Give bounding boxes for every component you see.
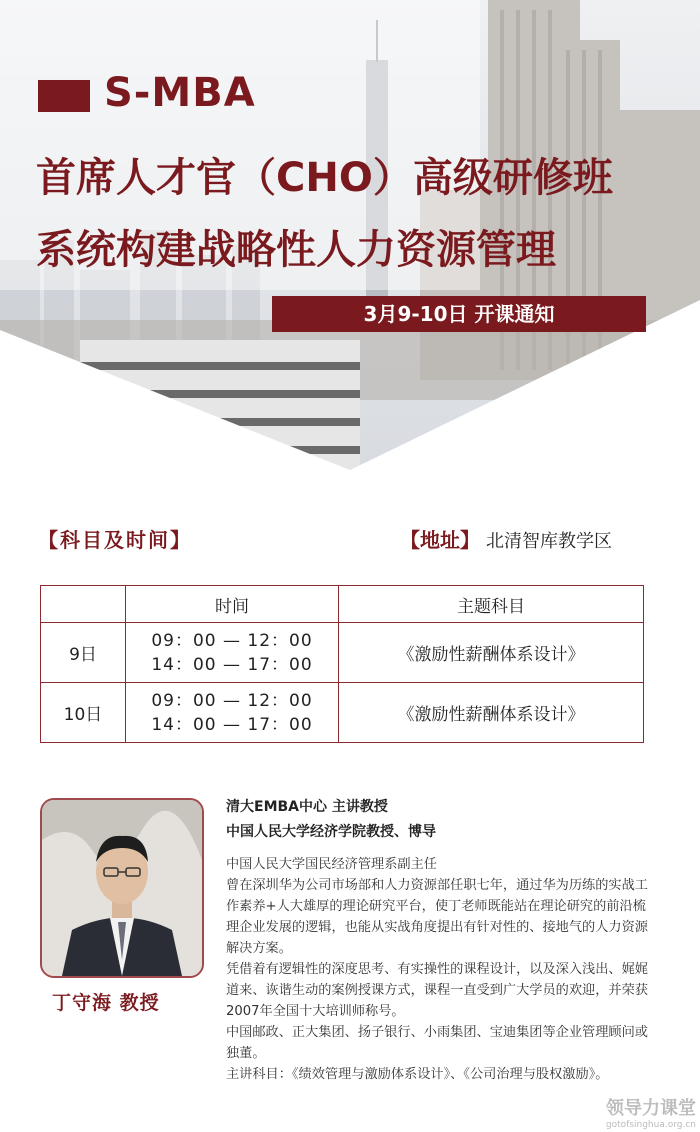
bio-paragraph: 中国人民大学国民经济管理系副主任 xyxy=(226,857,437,872)
brand-bar xyxy=(38,80,90,112)
header-cell-blank xyxy=(41,586,126,623)
address-value: 北清智库教学区 xyxy=(486,531,612,552)
teacher-photo xyxy=(40,798,204,978)
time-afternoon: 14：00 — 17：00 xyxy=(151,654,313,675)
title-line-2: 系统构建战略性人力资源管理 xyxy=(36,227,556,273)
topic-cell: 《激励性薪酬体系设计》 xyxy=(339,683,644,743)
bio-paragraph: 主讲科目：《绩效管理与激励体系设计》、《公司治理与股权激励》。 xyxy=(226,1067,609,1082)
watermark-text: 领导力课堂 xyxy=(606,1098,696,1119)
time-cell xyxy=(126,623,339,683)
schedule-section-label: 【科目及时间】 xyxy=(38,528,192,552)
header-cell-time: 时间 xyxy=(126,586,339,623)
brand-logo: S-MBA xyxy=(104,70,256,116)
day-cell: 10日 xyxy=(41,683,126,743)
teacher-bio xyxy=(226,854,656,1085)
title-line-1: 首席人才官（CHO）高级研修班 xyxy=(36,155,613,201)
topic-cell: 《激励性薪酬体系设计》 xyxy=(339,623,644,683)
teacher-title-1: 清大EMBA中心 主讲教授 xyxy=(226,799,388,815)
bio-paragraph: 曾在深圳华为公司市场部和人力资源部任职七年，通过华为历练的实战工作素养+人大雄厚的理论研究平台，使丁老师既能站在理论研究的前沿梳理企业发展的逻辑，也能从实战角度提出有针对性的、接地气的人力资源解决方案。 xyxy=(226,878,648,956)
teacher-name: 丁守海 教授 xyxy=(52,992,160,1014)
watermark-url: gotofsinghua.org.cn xyxy=(605,1120,696,1130)
header-cell-topic: 主题科目 xyxy=(339,586,644,623)
watermark xyxy=(606,1094,696,1130)
address-line xyxy=(400,524,612,553)
day-cell: 9日 xyxy=(41,623,126,683)
table-header-row xyxy=(41,586,644,623)
table-row xyxy=(41,623,644,683)
address-label: 【地址】 xyxy=(400,528,480,552)
date-banner: 3月9-10日 开课通知 xyxy=(272,296,646,332)
time-afternoon: 14：00 — 17：00 xyxy=(151,714,313,735)
time-cell xyxy=(126,683,339,743)
table-row xyxy=(41,683,644,743)
teacher-title-2: 中国人民大学经济学院教授、博导 xyxy=(226,824,436,840)
schedule-table xyxy=(40,585,644,743)
hero-banner xyxy=(0,0,700,470)
time-morning: 09：00 — 12：00 xyxy=(151,630,313,651)
bio-paragraph: 中国邮政、正大集团、扬子银行、小雨集团、宝迪集团等企业管理顾问或独董。 xyxy=(226,1025,648,1061)
time-morning: 09：00 — 12：00 xyxy=(151,690,313,711)
portrait-image xyxy=(42,800,202,976)
bio-paragraph: 凭借着有逻辑性的深度思考、有实操性的课程设计，以及深入浅出、娓娓道来、诙谐生动的案例授课方式，课程一直受到广大学员的欢迎，并荣获2007年全国十大培训师称号。 xyxy=(226,962,648,1019)
